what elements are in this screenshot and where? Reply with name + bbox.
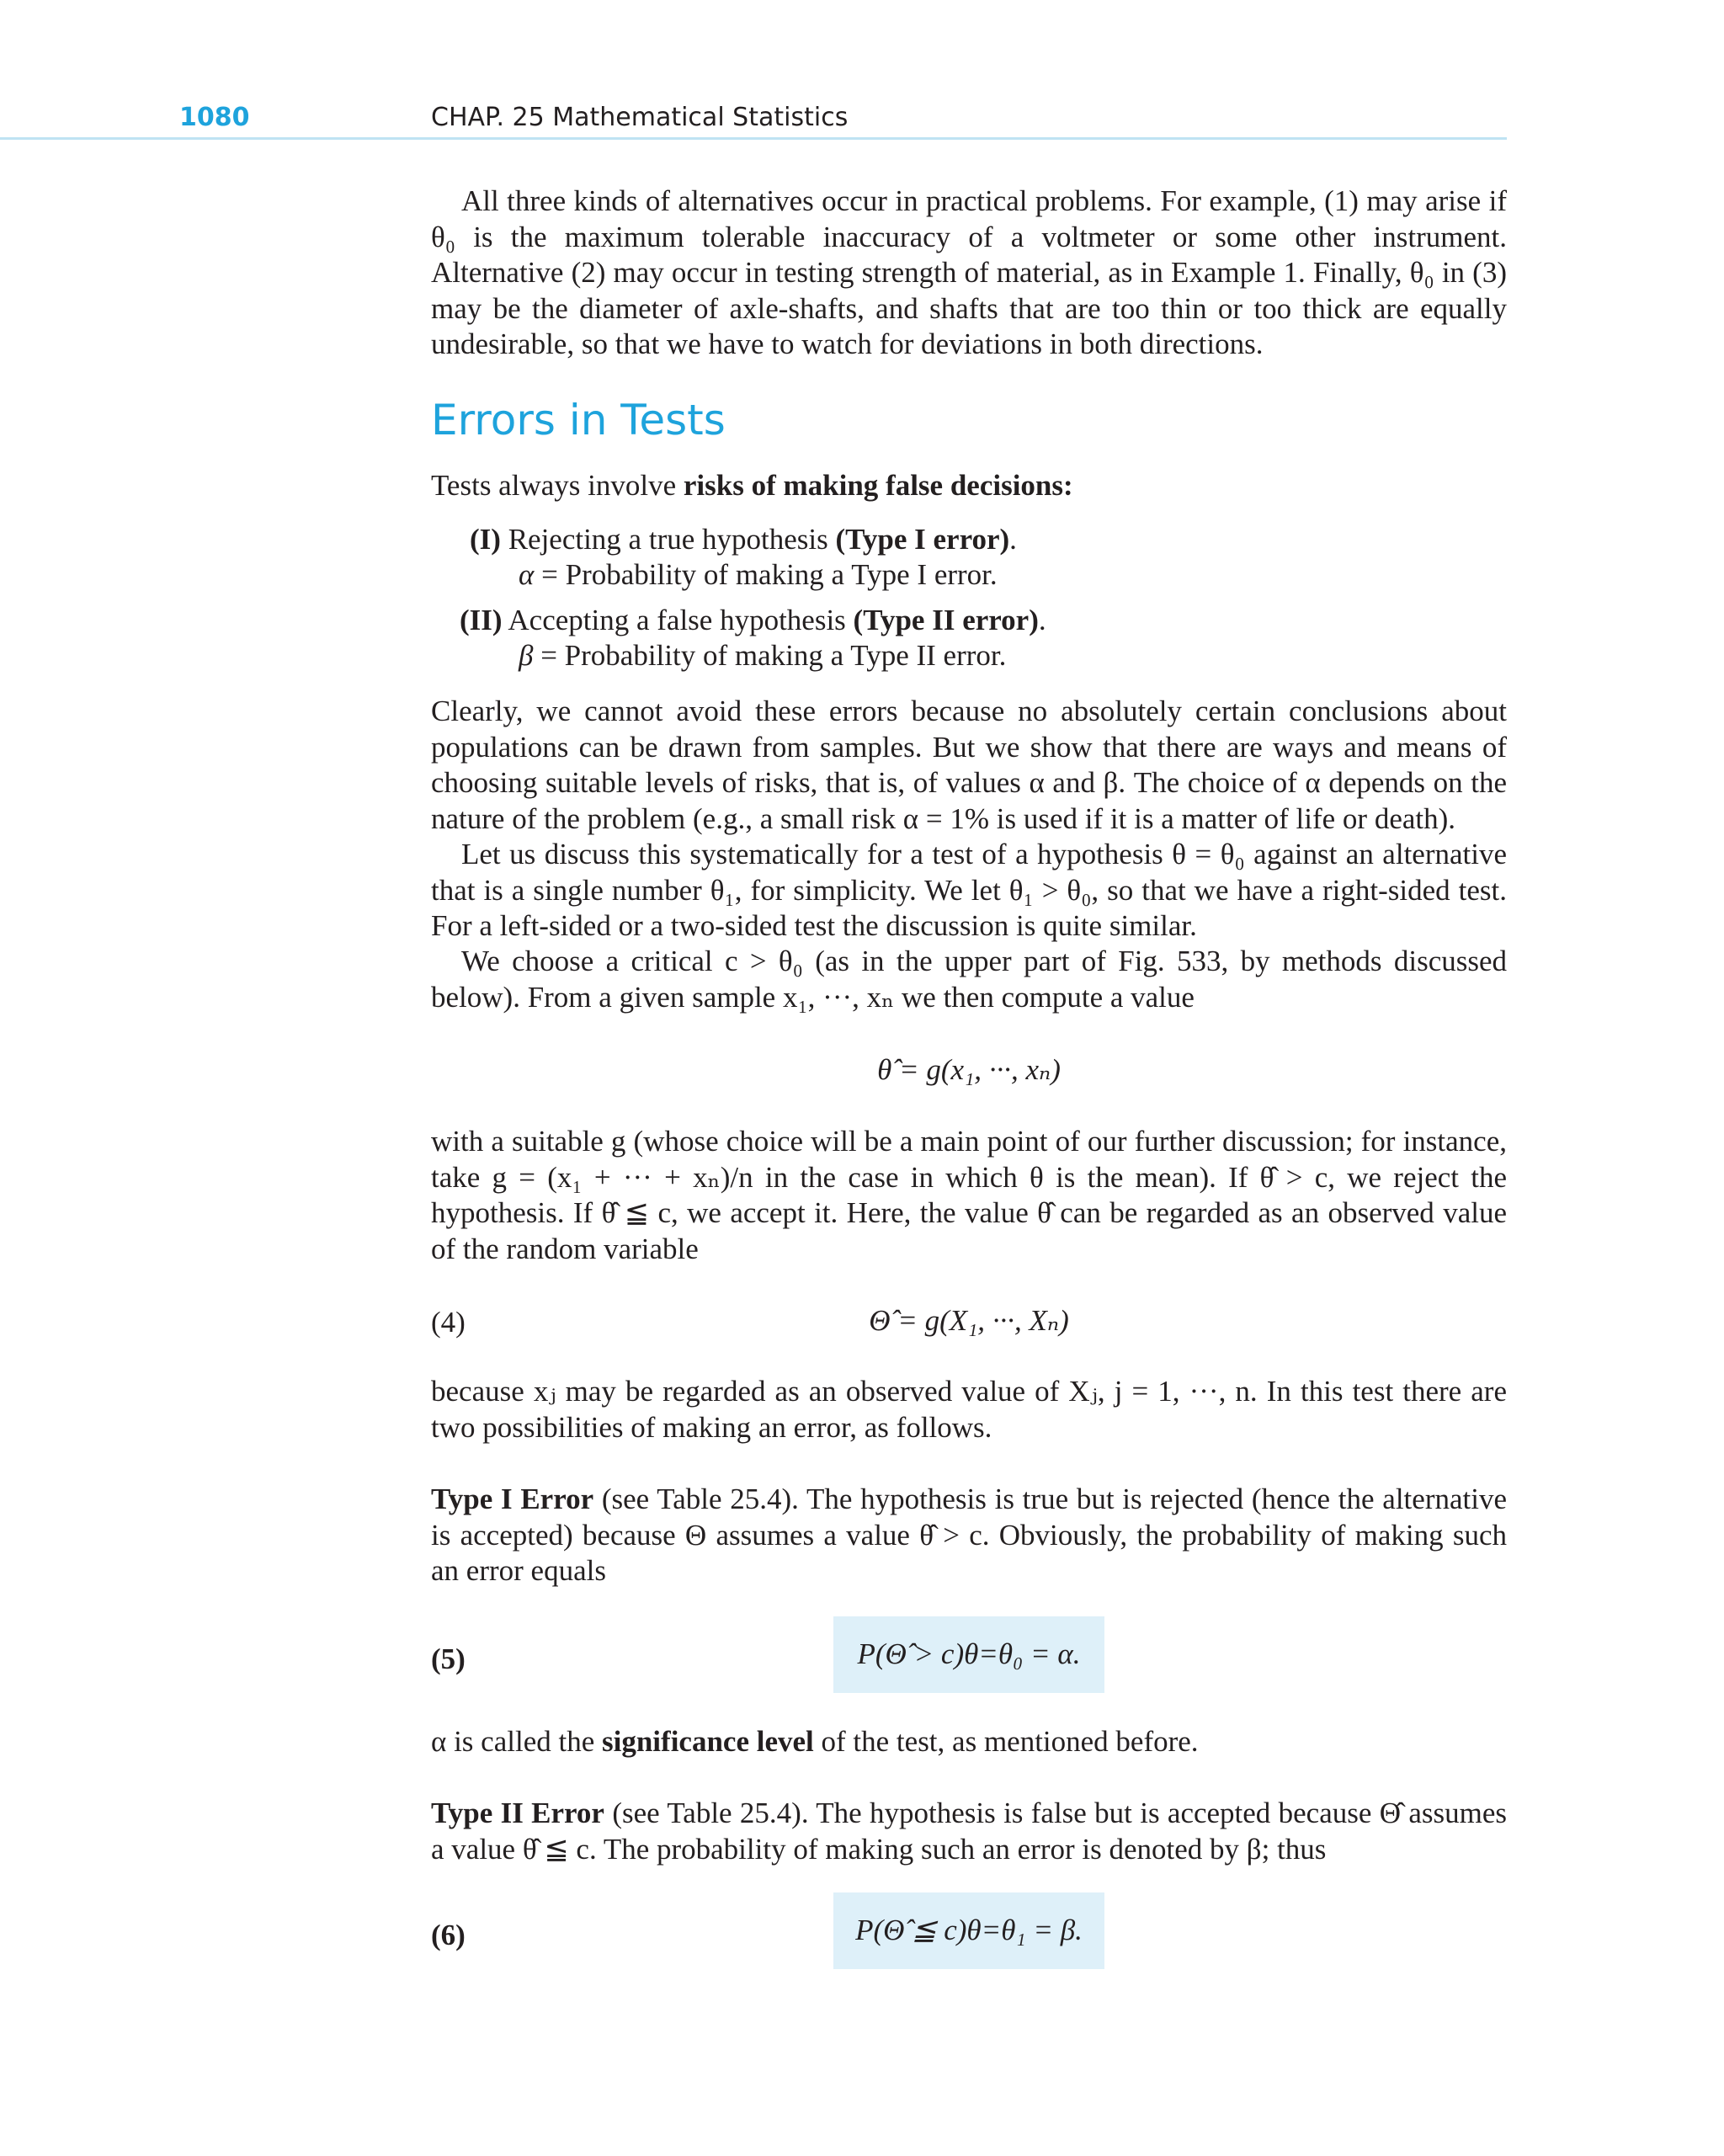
equation-6-number: (6) [431,1919,466,1951]
significance-paragraph: α is called the significance level of the test, as mentioned before. [431,1725,1199,1758]
equation-4-number: (4) [431,1306,466,1339]
equation-4: Θ̂ = g(X₁, ···, Xₙ) [869,1304,1069,1337]
paragraph-choose: We choose a critical c > θ₀ (as in the upper part of Fig. 533, by methods discussed below). From a given sample x₁, ···, xₙ we then compute a value [431,945,1507,1014]
list-item-type1-definition: α = Probability of making a Type I error. [519,558,998,591]
page-number: 1080 [179,103,250,132]
list-item-type1: (I) Rejecting a true hypothesis (Type I error). [470,523,1017,556]
intro-paragraph: All three kinds of alternatives occur in practical problems. For example, (1) may arise if θ₀ is the maximum tolerable inaccuracy of a voltmeter or some other instrument. Alternative (2) may occur in testing strength of material, as in Example 1. Finally, θ₀ in (3) may be the diameter of axle-shafts, and shafts that are too thin or too thick are equally undesirable, so that we have to watch for deviations in both directions. [431,184,1507,360]
running-header: CHAP. 25 Mathematical Statistics [431,103,849,132]
header-rule [0,137,1507,140]
tests-lead: Tests always involve risks of making false decisions: [431,469,1073,502]
section-heading: Errors in Tests [431,396,726,445]
list-marker: (II) [460,604,503,636]
equation-estimate: θ̂ = g(x₁, ···, xₙ) [877,1053,1061,1086]
paragraph-suitable: with a suitable g (whose choice will be a main point of our further discussion; for instance, take g = (x₁ + ··· + xₙ)/n in the case in which θ is the mean). If θ̂ > c, we reject the hypothesis. If θ̂ ≦ c, we accept it. Here, the value θ̂ can be regarded as an observed value of the random variable [431,1125,1507,1265]
list-item-type2-definition: β = Probability of making a Type II error. [519,639,1007,672]
list-marker: (I) [470,523,501,556]
paragraph-because: because xⱼ may be regarded as an observed value of Xⱼ, j = 1, ···, n. In this test there are two possibilities of making an error, as follows. [431,1375,1507,1444]
paragraph-discuss: Let us discuss this systematically for a test of a hypothesis θ = θ₀ against an alternative that is a single number θ₁, for simplicity. We let θ₁ > θ₀, so that we have a right-sided test. For a left-sided or a two-sided test the discussion is quite similar. [431,838,1507,942]
equation-5: P(Θ̂ > c)θ=θ₀ = α. [833,1616,1104,1693]
equation-6: P(Θ̂ ≦ c)θ=θ₁ = β. [833,1892,1104,1969]
type2-paragraph: Type II Error (see Table 25.4). The hypothesis is false but is accepted because Θ̂ assumes a value θ̂ ≦ c. The probability of making such an error is denoted by β; thus [431,1797,1507,1866]
paragraph-clearly: Clearly, we cannot avoid these errors because no absolutely certain conclusions about populations can be drawn from samples. But we show that there are ways and means of choosing suitable levels of risks, that is, of values α and β. The choice of α depends on the nature of the problem (e.g., a small risk α = 1% is used if it is a matter of life or death). [431,695,1507,835]
type1-paragraph: Type I Error (see Table 25.4). The hypothesis is true but is rejected (hence the alternative is accepted) because Θ assumes a value θ̂ > c. Obviously, the probability of making such an error equals [431,1483,1507,1587]
list-item-type2: (II) Accepting a false hypothesis (Type II error). [460,604,1046,636]
equation-5-number: (5) [431,1642,466,1675]
